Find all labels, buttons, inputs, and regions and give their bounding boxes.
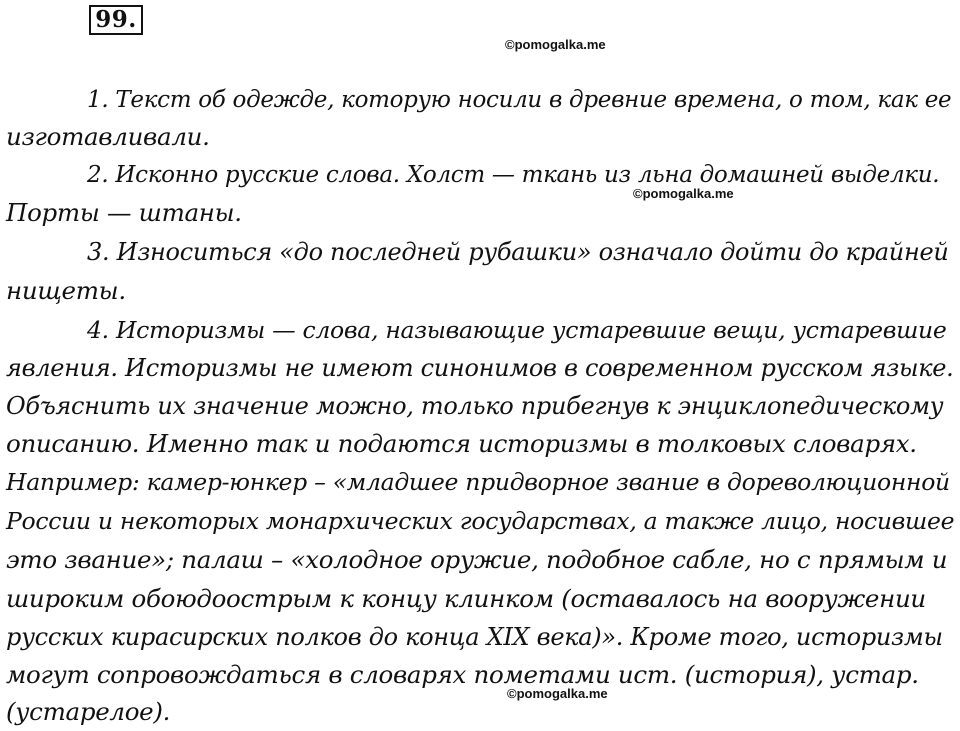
- watermark-middle: ©pomogalka.me: [633, 186, 734, 201]
- text-line: России и некоторых монархических государствах, а также лицо, носившее: [6, 507, 955, 535]
- text-line: 4. Историзмы — слова, называющие устаревшие вещи, устаревшие: [87, 316, 947, 344]
- text-line: изготавливали.: [6, 122, 210, 151]
- text-line: (устарелое).: [6, 697, 171, 726]
- text-line: 2. Исконно русские слова. Холст — ткань из льна домашней выделки.: [87, 162, 940, 188]
- text-line: могут сопровождаться в словарях пометами ист. (история), устар.: [6, 660, 919, 689]
- text-line: описанию. Именно так и подаются историзмы в толковых словарях.: [6, 429, 917, 458]
- text-line: русских кирасирских полков до конца XIX века)». Кроме того, историзмы: [6, 623, 943, 651]
- text-line: Объяснить их значение можно, только прибегнув к энциклопедическому: [6, 392, 944, 420]
- task-number: 99.: [89, 5, 143, 35]
- text-line: Порты — штаны.: [6, 198, 242, 227]
- text-line: 3. Износиться «до последней рубашки» означало дойти до крайней: [87, 238, 949, 266]
- watermark-bottom: ©pomogalka.me: [507, 686, 608, 701]
- text-line: широким обоюдоострым к концу клинком (оставалось на вооружении: [6, 584, 926, 613]
- text-line: нищеты.: [6, 276, 126, 305]
- text-line: Например: камер-юнкер – «младшее придворное звание в дореволюционной: [6, 468, 950, 496]
- text-line: явления. Историзмы не имеют синонимов в современном русском языке.: [6, 354, 954, 382]
- text-line: 1. Текст об одежде, которую носили в древние времена, о том, как ее: [87, 87, 952, 113]
- watermark-top: ©pomogalka.me: [505, 37, 606, 52]
- text-line: это звание»; палаш – «холодное оружие, подобное сабле, но с прямым и: [6, 545, 948, 574]
